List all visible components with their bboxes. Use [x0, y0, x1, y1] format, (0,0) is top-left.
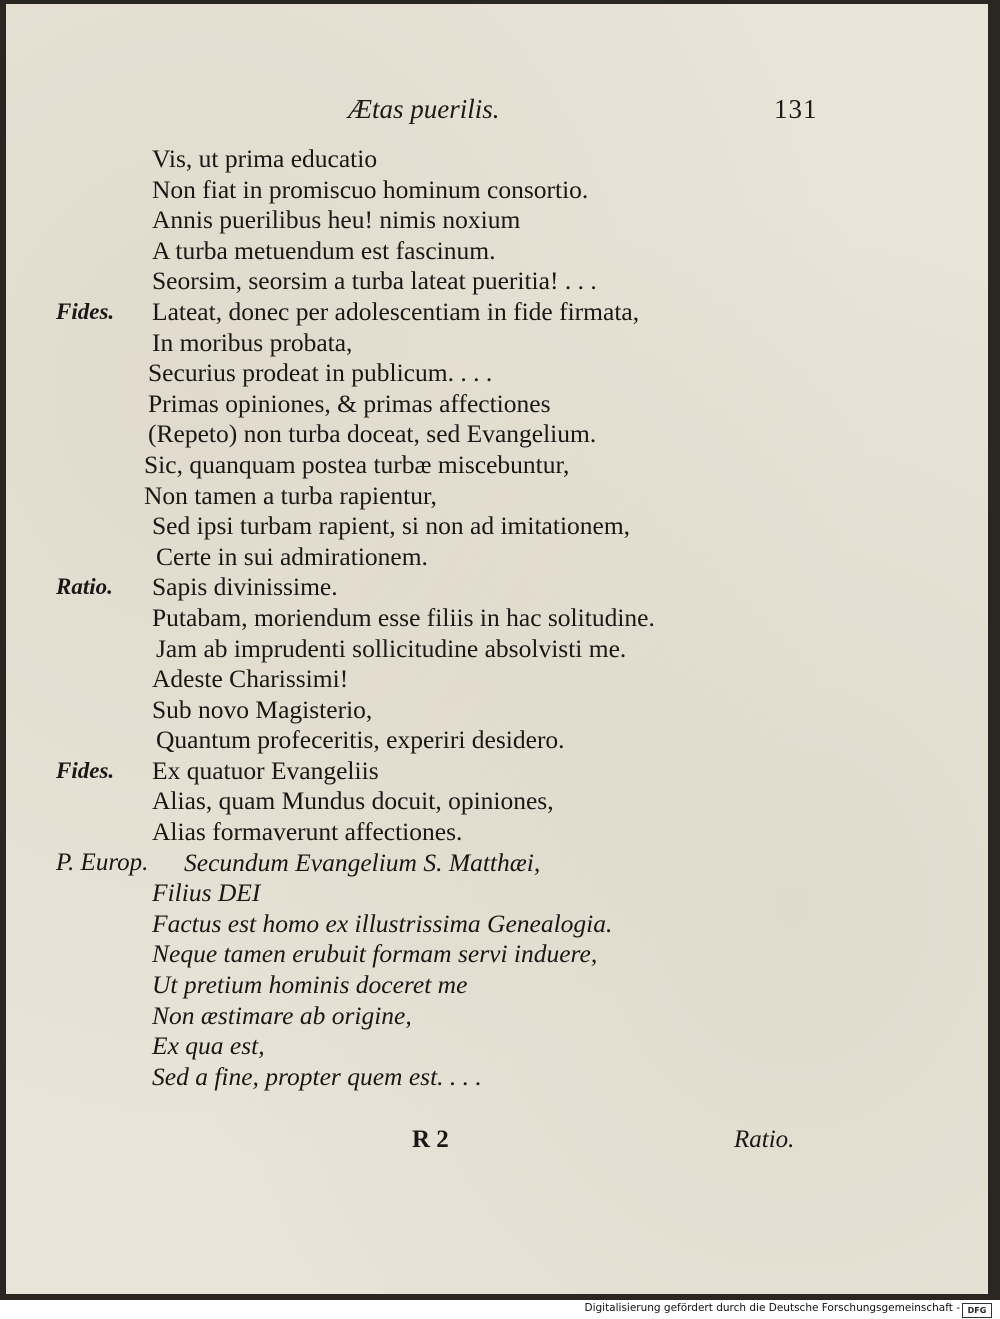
- verse-text: Annis puerilibus heu! nimis noxium: [152, 205, 521, 235]
- running-head: [6, 94, 988, 134]
- dfg-logo-icon: DFG: [962, 1303, 992, 1318]
- verse-line: [6, 909, 988, 940]
- verse-text: Jam ab imprudenti sollicitudine absolvisti me.: [156, 633, 627, 663]
- book-page: [6, 4, 988, 1294]
- speaker-label: P. Europ.: [56, 848, 149, 876]
- signature-mark: R 2: [412, 1126, 449, 1153]
- verse-text: Vis, ut prima educatio: [152, 144, 378, 173]
- speaker-label: Fides.: [56, 298, 115, 324]
- verse-text: Secundum Evangelium S. Matthæi,: [184, 847, 541, 877]
- verse-text: Factus est homo ex illustrissima Genealogia.: [152, 908, 613, 938]
- verse-line: [6, 358, 988, 389]
- verse-text: Sic, quanquam postea turbæ miscebuntur,: [144, 449, 570, 479]
- verse-text: Alias, quam Mundus docuit, opiniones,: [152, 786, 554, 816]
- verse-line: [6, 725, 988, 756]
- verse-text: Ex quatuor Evangeliis: [152, 755, 379, 785]
- verse-text: In moribus probata,: [152, 327, 353, 357]
- verse-text: (Repeto) non turba doceat, sed Evangelium.: [148, 419, 597, 449]
- verse-text: Lateat, donec per adolescentiam in fide firmata,: [152, 296, 640, 326]
- verse-text: Seorsim, seorsim a turba lateat pueritia! . . .: [152, 266, 597, 296]
- verse-line: [6, 481, 988, 512]
- verse-text: Putabam, moriendum esse filiis in hac solitudine.: [152, 602, 655, 632]
- verse-text: Non tamen a turba rapientur,: [144, 480, 437, 510]
- verse-text: Non fiat in promiscuo hominum consortio.: [152, 174, 589, 204]
- verse-text: Ex qua est,: [152, 1031, 265, 1061]
- speaker-label: Fides.: [56, 757, 115, 783]
- verse-line: [6, 786, 988, 817]
- verse-line: [6, 603, 988, 634]
- verse-line: [6, 634, 988, 665]
- running-title: Ætas puerilis.: [348, 94, 500, 124]
- verse-line: [6, 664, 988, 695]
- verse-text: Adeste Charissimi!: [152, 664, 349, 694]
- verse-line: [6, 878, 988, 909]
- verse-line: [6, 1062, 988, 1093]
- verse-text: Alias formaverunt affectiones.: [152, 817, 463, 847]
- verse-line: [6, 236, 988, 267]
- verse-text: Non æstimare ab origine,: [152, 1000, 412, 1030]
- verse-text: Filius DEI: [152, 878, 261, 908]
- verse-text: Quantum profeceritis, experiri desidero.: [156, 725, 565, 755]
- verse-line: [6, 144, 988, 175]
- verse-line: [6, 817, 988, 848]
- verse-lines: [6, 144, 988, 1092]
- verse-line: [6, 205, 988, 236]
- credit-bar: [0, 1300, 1000, 1319]
- verse-text: Securius prodeat in publicum. . . .: [148, 358, 493, 388]
- verse-line: [6, 939, 988, 970]
- credit-text: Digitalisierung gefördert durch die Deutsche Forschungsgemeinschaft -: [584, 1302, 960, 1314]
- verse-line: [6, 297, 988, 328]
- verse-line: [6, 175, 988, 206]
- verse-line: [6, 1031, 988, 1062]
- verse-text: Sapis divinissime.: [152, 572, 338, 602]
- page-footer: [6, 1126, 988, 1166]
- verse-line: [6, 450, 988, 481]
- verse-line: [6, 695, 988, 726]
- verse-line: [6, 389, 988, 420]
- verse-text: Ut pretium hominis doceret me: [152, 970, 468, 1000]
- catchword: Ratio.: [734, 1126, 795, 1153]
- verse-line: [6, 572, 988, 603]
- verse-text: Certe in sui admirationem.: [156, 541, 428, 571]
- page-number: 131: [774, 94, 818, 124]
- verse-text: Primas opiniones, & primas affectiones: [148, 388, 551, 418]
- verse-line: [6, 266, 988, 297]
- verse-text: Sub novo Magisterio,: [152, 694, 373, 724]
- verse-text: Sed ipsi turbam rapient, si non ad imitationem,: [152, 511, 631, 541]
- verse-line: [6, 756, 988, 787]
- verse-text: Neque tamen erubuit formam servi induere,: [152, 939, 598, 969]
- verse-line: [6, 970, 988, 1001]
- verse-text: Sed a fine, propter quem est. . . .: [152, 1061, 482, 1091]
- verse-line: [6, 542, 988, 573]
- verse-line: [6, 328, 988, 359]
- verse-line: [6, 419, 988, 450]
- speaker-label: Ratio.: [56, 574, 113, 600]
- verse-text: A turba metuendum est fascinum.: [152, 235, 496, 265]
- verse-line: [6, 1001, 988, 1032]
- verse-line: [6, 848, 988, 879]
- verse-line: [6, 511, 988, 542]
